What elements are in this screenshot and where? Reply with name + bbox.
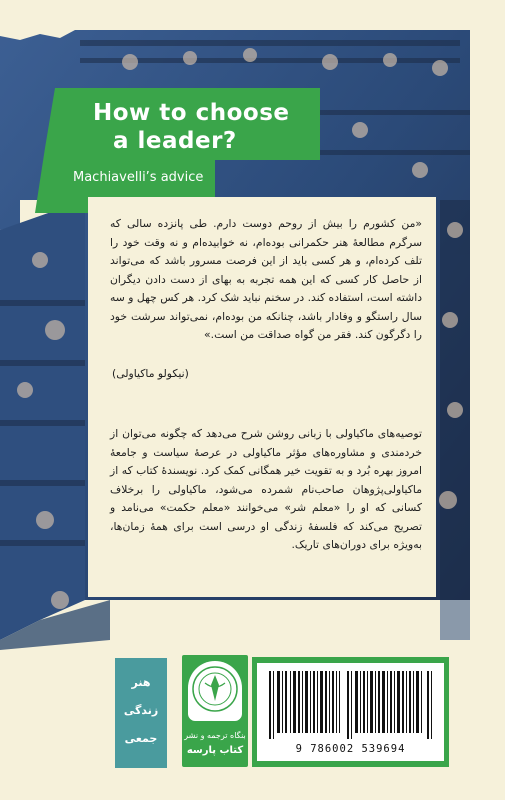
quote-attribution: (نیکولو ماکیاولی) [112, 367, 189, 380]
publisher-seal-icon [188, 661, 242, 721]
publisher-line1: بنگاه ترجمه و نشر [184, 731, 246, 740]
isbn-number: 9 786002 539694 [295, 743, 406, 755]
text-panel [88, 197, 436, 597]
publisher-logo [182, 655, 248, 767]
series-logo-line3: جمعی [124, 732, 158, 745]
quote-text: «من کشورم را بیش از روحم دوست دارم. طی پانزده سالی که سرگرم مطالعهٔ هنر حکمرانی بوده‌ام، نه خوابیده‌ام و نه وقت خود را تلف کرده‌ام، و هر کسی باید از این فرصت مسرور باشد که می‌تواند از حاصل کار کسی که این همه تجربه به بهای از دست دادن دیگران داشته است، استفاده کند. در سخنم نباید شک کرد. هر کس چهل و سه سال راستگو و وفادار باشد، چنانکه من بوده‌ام، نمی‌تواند سرشت خود را دگرگون کند. فقر من گواه صداقت من است.» [110, 217, 422, 341]
book-description: توصیه‌های ماکیاولی با زبانی روشن شرح می‌دهد که چگونه می‌توان از خردمندی و مشاوره‌های مؤثر ماکیاولی در عرصهٔ سیاست و جامعهٔ امروز بهره بُرد و به تقویت خیر همگانی کمک کرد. نویسندهٔ کتاب که از ماکیاولی‌پژوهان صاحب‌نام شمرده می‌شود، ماکیاولی را برخلاف کسانی که او را «معلم شر» می‌خوانند «معلم حکمت» می‌نامد و تصریح می‌کند که فلسفهٔ زندگی او درسی است برای همهٔ زمان‌ها، به‌ویژه برای دوران‌های تاریک. [110, 427, 422, 551]
headline-subtitle: Machiavelli’s advice [73, 170, 204, 185]
series-logo-line1: هنر [131, 676, 151, 689]
headline-banner [35, 88, 320, 213]
series-logo-line2: زندگی [123, 704, 159, 717]
series-logo [115, 658, 167, 768]
barcode [257, 663, 444, 761]
headline-line1: How to choose [93, 100, 290, 126]
publisher-line2: کتاب پارسه [186, 745, 244, 756]
barcode-bars-icon [257, 663, 444, 743]
headline-line2: a leader? [113, 128, 237, 154]
barcode-box [252, 657, 449, 767]
